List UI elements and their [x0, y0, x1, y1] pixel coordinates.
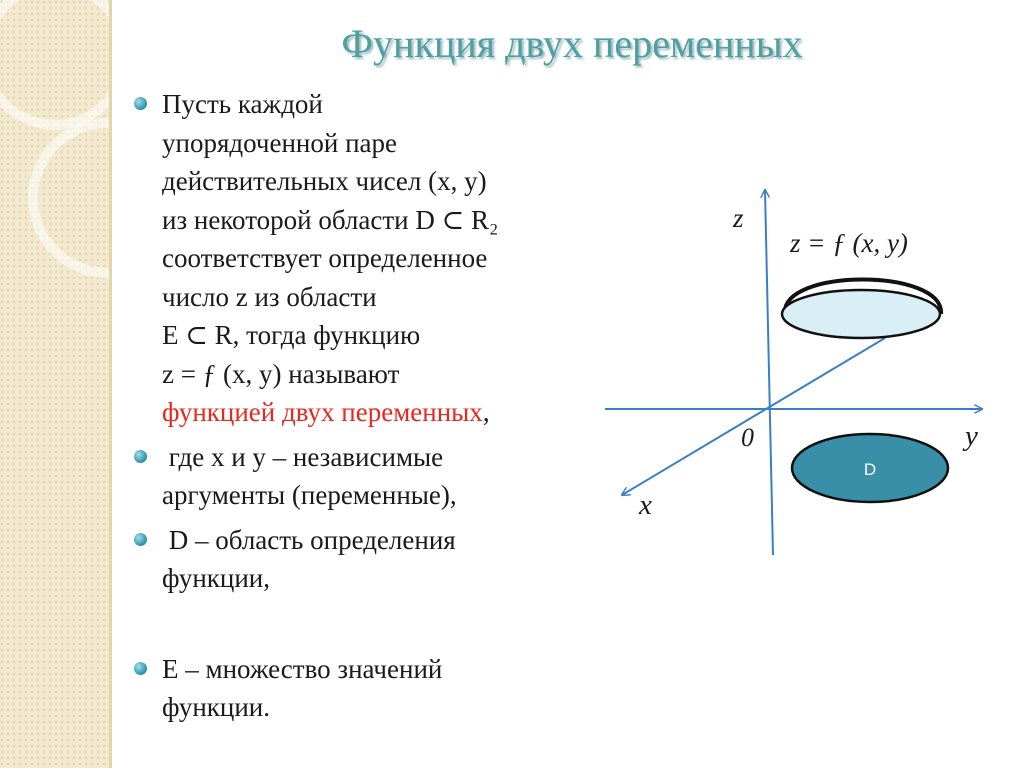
highlighted-term: функцией двух переменных — [162, 397, 483, 427]
slide-title: Функция двух переменных — [341, 21, 803, 66]
x-axis-label: x — [639, 489, 652, 521]
text-line: Пусть каждой — [162, 89, 323, 119]
function-label: z = ƒ (x, y) — [790, 228, 908, 258]
text-line: Е – множество значений — [162, 653, 443, 684]
text-line: аргументы (переменные), — [162, 480, 457, 510]
text-line: функции, — [162, 563, 270, 593]
y-axis-label: y — [965, 420, 978, 452]
text-line: из некоторой области D ⊂ R₂ — [162, 204, 499, 235]
text-line: функции. — [162, 692, 270, 722]
text-line: упорядоченной паре — [162, 127, 397, 158]
surface-base-ellipse — [782, 290, 940, 338]
z-axis-label: z — [733, 203, 744, 233]
punctuation: , — [482, 397, 490, 427]
text-line: соответствует определенное — [162, 243, 488, 273]
origin-label: 0 — [741, 423, 754, 452]
text-line: Е ⊂ R, тогда функцию — [162, 320, 421, 350]
z-axis — [765, 190, 773, 555]
text-line: z = ƒ (x, y) называют — [162, 358, 400, 389]
text-line: число z из области — [162, 281, 377, 312]
text-line: где x и y – независимые — [162, 441, 444, 472]
text-line: действительных чисел (x, y) — [162, 166, 487, 196]
domain-label: D — [863, 460, 877, 479]
text-line: D – область определения — [162, 524, 456, 555]
